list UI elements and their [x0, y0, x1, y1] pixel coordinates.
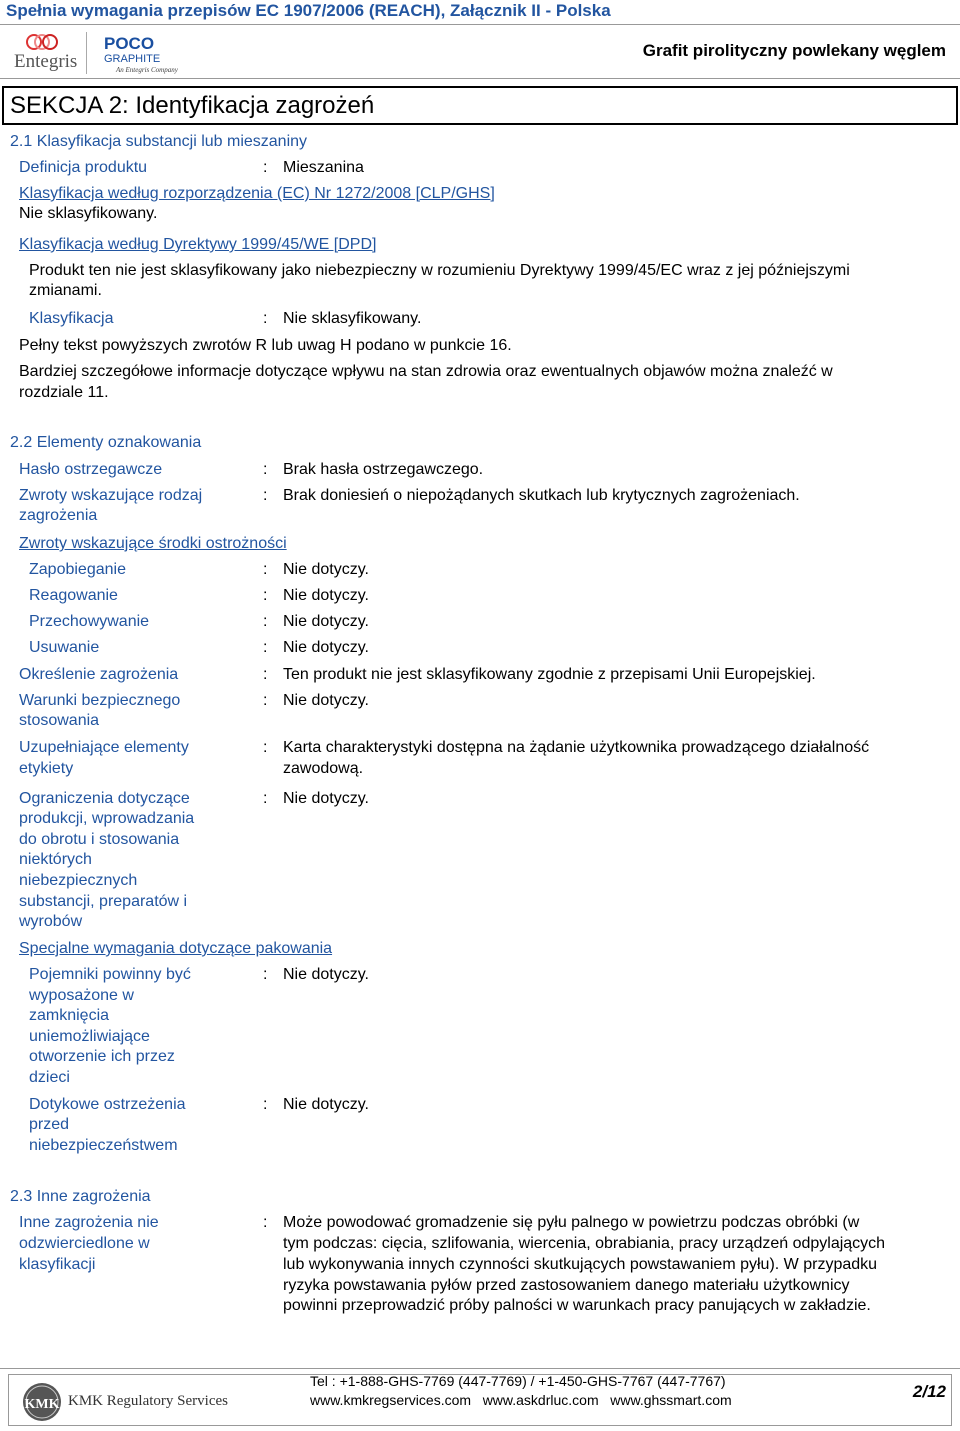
colon: : — [263, 1214, 268, 1231]
colon: : — [263, 561, 268, 578]
child-resistant-label-4: uniemożliwiające — [29, 1028, 150, 1045]
tactile-warning-value: Nie dotyczy. — [283, 1096, 369, 1113]
restrictions-value: Nie dotyczy. — [283, 790, 369, 807]
section-2-2-heading: 2.2 Elementy oznakowania — [10, 434, 202, 451]
colon: : — [263, 613, 268, 630]
footer-websites[interactable]: www.kmkregservices.com www.askdrluc.com www.ghssmart.com — [310, 1392, 732, 1408]
supplemental-label-1: Uzupełniające elementy — [19, 739, 189, 756]
safe-use-label-1: Warunki bezpiecznego — [19, 692, 181, 709]
hazard-identification-label: Określenie zagrożenia — [19, 666, 179, 683]
regulation-title: Spełnia wymagania przepisów EC 1907/2006 (REACH), Załącznik II - Polska — [6, 1, 611, 20]
poco-logo-text: POCO — [104, 34, 155, 53]
other-hazards-label-3: klasyfikacji — [19, 1256, 96, 1273]
other-hazards-value-1: Może powodować gromadzenie się pyłu palnego w powietrzu podczas obróbki (w — [283, 1214, 860, 1231]
section-title: SEKCJA 2: Identyfikacja zagrożeń — [10, 92, 375, 119]
storage-label: Przechowywanie — [29, 613, 150, 630]
colon: : — [263, 159, 268, 176]
restrictions-label-7: wyrobów — [19, 913, 83, 930]
restrictions-label-1: Ograniczenia dotyczące — [19, 790, 190, 807]
prevention-label: Zapobieganie — [29, 561, 126, 578]
tactile-warning-label-1: Dotykowe ostrzeżenia — [29, 1096, 186, 1113]
section-2-3-heading: 2.3 Inne zagrożenia — [10, 1188, 151, 1205]
other-hazards-value-3: lub wykonywania innych czynności skutkujących powstawaniem pyłu). W przypadku — [283, 1256, 878, 1273]
footer-divider — [0, 1368, 960, 1369]
colon: : — [263, 966, 268, 983]
colon: : — [263, 310, 268, 327]
colon: : — [263, 739, 268, 756]
other-hazards-value-5: powinni przeprowadzić próby palności w warunkach pracy panujących w zakładzie. — [283, 1297, 871, 1314]
child-resistant-value: Nie dotyczy. — [283, 966, 369, 983]
details-note-line-1: Bardziej szczegółowe informacje dotyczące wpływu na stan zdrowia oraz ewentualnych objawów można znaleźć w — [19, 363, 833, 380]
dpd-text-line-1: Produkt ten nie jest sklasyfikowany jako niebezpieczny w rozumieniu Dyrektywy 1999/45/EC wraz z jej późniejszymi — [29, 262, 850, 279]
tactile-warning-label-2: przed — [29, 1116, 70, 1133]
restrictions-label-5: niebezpiecznych — [19, 872, 138, 889]
hazard-statements-value: Brak doniesień o niepożądanych skutkach lub krytycznych zagrożeniach. — [283, 487, 800, 504]
clp-classification-heading: Klasyfikacja według rozporządzenia (EC) Nr 1272/2008 [CLP/GHS] — [19, 185, 495, 202]
response-value: Nie dotyczy. — [283, 587, 369, 604]
other-hazards-value-2: tym podczas: cięcia, szlifowania, wiercenia, obrabiania, pracy urządzeń odpylających — [283, 1235, 886, 1252]
footer-telephone: Tel : +1-888-GHS-7769 (447-7769) / +1-450-GHS-7767 (447-7767) — [310, 1373, 726, 1389]
tactile-warning-label-3: niebezpieczeństwem — [29, 1137, 178, 1154]
child-resistant-label-6: dzieci — [29, 1069, 70, 1086]
child-resistant-label-3: zamknięcia — [29, 1007, 110, 1024]
packaging-requirements-heading: Specjalne wymagania dotyczące pakowania — [19, 940, 333, 957]
kmk-logo-letters: KMK — [24, 1397, 60, 1412]
section-2-1-heading: 2.1 Klasyfikacja substancji lub mieszaniny — [10, 133, 308, 150]
signal-word-label: Hasło ostrzegawcze — [19, 461, 163, 478]
colon: : — [263, 692, 268, 709]
other-hazards-label-1: Inne zagrożenia nie — [19, 1214, 159, 1231]
colon: : — [263, 666, 268, 683]
restrictions-label-4: niektórych — [19, 851, 92, 868]
logo-divider — [86, 32, 87, 74]
dpd-text-line-2: zmianami. — [29, 282, 102, 299]
colon: : — [263, 587, 268, 604]
prevention-value: Nie dotyczy. — [283, 561, 369, 578]
supplemental-value-2: zawodową. — [283, 760, 364, 777]
colon: : — [263, 461, 268, 478]
kmk-logo — [22, 1382, 62, 1422]
colon: : — [263, 1096, 268, 1113]
disposal-value: Nie dotyczy. — [283, 639, 369, 656]
response-label: Reagowanie — [29, 587, 118, 604]
dpd-classification-heading: Klasyfikacja według Dyrektywy 1999/45/WE [DPD] — [19, 236, 377, 253]
entegris-logo-text: Entegris — [14, 51, 78, 72]
product-definition-label: Definicja produktu — [19, 159, 148, 176]
entegris-logo — [12, 33, 80, 73]
poco-logo-tag: An Entegris Company — [116, 66, 178, 74]
hazard-statements-label-1: Zwroty wskazujące rodzaj — [19, 487, 203, 504]
colon: : — [263, 639, 268, 656]
product-name: Grafit pirolityczny powlekany węglem — [642, 41, 946, 60]
page-number: 2/12 — [912, 1382, 946, 1401]
safe-use-label-2: stosowania — [19, 712, 100, 729]
signal-word-value: Brak hasła ostrzegawczego. — [283, 461, 484, 478]
restrictions-label-3: do obrotu i stosowania — [19, 831, 180, 848]
other-hazards-label-2: odzwierciedlone w — [19, 1235, 150, 1252]
footer-company-name: KMK Regulatory Services — [68, 1393, 228, 1409]
details-note-line-2: rozdziale 11. — [19, 384, 109, 401]
safe-use-value: Nie dotyczy. — [283, 692, 369, 709]
child-resistant-label-2: wyposażone w — [29, 987, 134, 1004]
supplemental-value-1: Karta charakterystyki dostępna na żądanie użytkownika prowadzącego działalność — [283, 739, 870, 756]
restrictions-label-2: produkcji, wprowadzania — [19, 810, 195, 827]
child-resistant-label-5: otworzenie ich przez — [29, 1048, 175, 1065]
precautionary-statements-heading: Zwroty wskazujące środki ostrożności — [19, 535, 287, 552]
other-hazards-value-4: ryzyka powstawania pyłów przed zastosowaniem danego materiału użytkownicy — [283, 1277, 850, 1294]
product-definition-value: Mieszanina — [283, 159, 364, 176]
restrictions-label-6: substancji, preparatów i — [19, 893, 188, 910]
hazard-identification-value: Ten produkt nie jest sklasyfikowany zgodnie z przepisami Unii Europejskiej. — [283, 666, 816, 683]
classification-label: Klasyfikacja — [29, 310, 114, 327]
hazard-statements-label-2: zagrożenia — [19, 507, 98, 524]
child-resistant-label-1: Pojemniki powinny być — [29, 966, 191, 983]
poco-graphite-logo — [92, 33, 192, 75]
disposal-label: Usuwanie — [29, 639, 100, 656]
colon: : — [263, 790, 268, 807]
supplemental-label-2: etykiety — [19, 760, 74, 777]
storage-value: Nie dotyczy. — [283, 613, 369, 630]
classification-value: Nie sklasyfikowany. — [283, 310, 422, 327]
poco-logo-sub: GRAPHITE — [104, 53, 161, 65]
clp-classification-value: Nie sklasyfikowany. — [19, 205, 158, 222]
full-text-note: Pełny tekst powyższych zwrotów R lub uwag H podano w punkcie 16. — [19, 337, 512, 354]
colon: : — [263, 487, 268, 504]
